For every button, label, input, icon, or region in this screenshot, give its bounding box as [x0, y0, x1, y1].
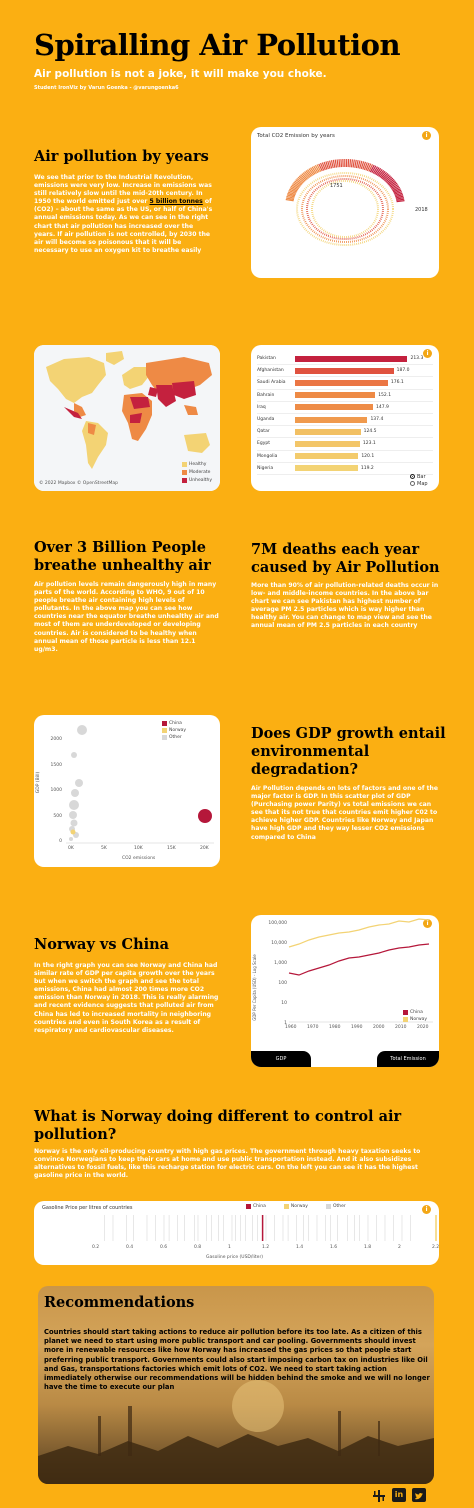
- page-subtitle: Air pollution is not a joke, it will make you choke.: [34, 68, 327, 80]
- spiral-mark: [351, 159, 352, 167]
- legend-label: China: [410, 1010, 423, 1015]
- x-tick: 1.8: [364, 1245, 372, 1250]
- legend-label: Other: [332, 1204, 346, 1209]
- bar[interactable]: [295, 356, 407, 362]
- x-tick: 15K: [167, 846, 176, 851]
- spiral-mark: [335, 160, 336, 168]
- legend-item: [403, 1009, 427, 1016]
- x-axis-label: Gasoline price (USD/liter): [206, 1255, 264, 1260]
- gdp-co2-scatter[interactable]: [34, 715, 220, 867]
- section-text-norway-china: In the right graph you can see Norway and China had similar rate of GDP per capita growth over the years but when we switch the graph and see the total emissions, China had almost 200 times more CO2 emission than Norway in 2018. This is really alarming and recent evidence suggests that polluted air from China has led to increased mortality in neighboring countries and even in South Korea as a result of respiratory and cardiovascular diseases.: [34, 962, 219, 1034]
- tab-label: Total Emission: [390, 1056, 426, 1062]
- x-tick: 0.2: [92, 1245, 100, 1250]
- recommendations-text: Countries should start taking actions to reduce air pollution before its too late. As a citizen of this planet we need to start using more public transport and car pooling. Governments should invest more in renewable resources like how Norway has increased the gas prices so that people start preferring public transport. Governments could also start imposing carbon tax on industries like Oil and Gas, transportations factories which emit lots of CO2. We need to start taking action immediately otherwise our recommendations will be hidden behind the smoke and we will no longer have the time to execute our plan: [44, 1328, 430, 1392]
- section-text-gdp: Air Pollution depends on lots of factors and one of the major factor is GDP. In this scatter plot of GDP (Purchasing power Parity) vs total emissions we can see that its not true that countries emit higher C02 to achieve higher GDP. Countries like Norway and Japan have high GDP and they way lesser CO2 emissions compared to China: [251, 785, 439, 841]
- bar-row[interactable]: [257, 451, 433, 463]
- legend-label: Norway: [169, 728, 187, 733]
- gasoline-price-chart[interactable]: [34, 1201, 439, 1265]
- tab-label: GDP: [275, 1056, 287, 1062]
- bar-label: Uganda: [257, 417, 275, 423]
- y-tick: 10,000: [271, 941, 287, 946]
- bar-row[interactable]: [257, 414, 433, 426]
- legend-label: Norway: [410, 1017, 428, 1022]
- tab-total-emission[interactable]: [377, 1051, 439, 1067]
- x-tick: 1980: [329, 1025, 341, 1030]
- recommendations-heading: Recommendations: [44, 1294, 195, 1311]
- y-tick: 0: [59, 839, 62, 844]
- x-tick: 2000: [373, 1025, 385, 1030]
- section-heading-years: Air pollution by years: [34, 148, 209, 165]
- spiral-mark: [355, 160, 356, 168]
- legend-label: China: [169, 721, 182, 726]
- y-tick: 1,000: [274, 961, 287, 966]
- bar-value: 176.1: [390, 380, 404, 386]
- bar-row[interactable]: [257, 365, 433, 377]
- pm25-bar-chart[interactable]: [251, 345, 439, 491]
- footer-icons: [372, 1488, 426, 1502]
- toggle-label: Bar: [417, 473, 426, 480]
- bar-row[interactable]: [257, 463, 433, 475]
- y-tick: 2000: [50, 737, 62, 742]
- legend-swatch: [182, 462, 187, 467]
- section-text-years: We see that prior to the Industrial Revolution, emissions were very low. Increase in emissions was still relatively slow until the mid-20th century. In 1950 the world emitted just over 5 billion tonnes of (CO2) – about the same as the US, or half of China's annual emissions today. As we can see in the right chart that air pollution has increased over the years. If air pollution is not controlled, by 2030 the air will become so poisonous that it will be necessary to use an oxygen kit to breathe easily: [34, 174, 213, 254]
- recommendations-panel: [38, 1286, 434, 1484]
- legend-item: [182, 460, 212, 468]
- bar-label: Egypt: [257, 441, 270, 447]
- x-tick: 10K: [134, 846, 143, 851]
- x-tick: 1: [228, 1245, 231, 1250]
- y-tick: 500: [53, 813, 62, 819]
- page-title: Spiralling Air Pollution: [34, 28, 401, 62]
- legend-swatch: [403, 1017, 408, 1022]
- spiral-mark: [333, 160, 335, 168]
- bar[interactable]: [295, 441, 360, 447]
- bar-value: 120.1: [361, 453, 375, 459]
- x-tick: 1.6: [330, 1245, 338, 1250]
- spiral-mark: [341, 159, 342, 167]
- bar-row[interactable]: [257, 353, 433, 365]
- y-tick: 1000: [50, 788, 62, 793]
- bar-row[interactable]: [257, 390, 433, 402]
- section-heading-norway-china: Norway vs China: [34, 936, 170, 953]
- legend-swatch: [182, 478, 187, 483]
- bar-label: Pakistan: [257, 356, 276, 362]
- bar-row[interactable]: [257, 438, 433, 450]
- spiral-mark: [339, 159, 340, 167]
- legend-label: Other: [169, 735, 182, 740]
- info-icon[interactable]: i: [423, 919, 432, 928]
- bar[interactable]: [295, 465, 358, 471]
- radio-icon[interactable]: [410, 481, 415, 486]
- map-legend: [182, 460, 212, 484]
- chart-title: Gasoline Price per litres of countries: [42, 1205, 133, 1211]
- toggle-bar[interactable]: [410, 473, 428, 480]
- co2-spiral-chart[interactable]: [251, 127, 439, 278]
- spiral-label-end: 2018: [415, 207, 428, 213]
- bar[interactable]: [295, 392, 375, 398]
- spiral-ring: [302, 176, 388, 242]
- spiral-mark: [350, 159, 351, 167]
- scatter-plot[interactable]: [34, 715, 220, 867]
- section-text-norway-different: Norway is the only oil-producing country with high gas prices. The government through heavy taxation seeks to convince Norwegians to keep their cars at home and use public transportation instead. And it also subsidizes alternatives to fossil fuels, like this recharge station for electric cars. On the left you can see it has the highest gasoline price in the world.: [34, 1148, 421, 1180]
- x-tick: 0.6: [160, 1245, 168, 1250]
- x-tick: 0.8: [194, 1245, 202, 1250]
- x-tick: 5K: [101, 846, 107, 851]
- section-heading-deaths: 7M deaths each year caused by Air Pollution: [251, 541, 440, 576]
- spiral-label-start: 1751: [330, 183, 343, 189]
- bar-value: 124.5: [363, 429, 377, 435]
- bar-value: 147.9: [375, 404, 389, 410]
- bar[interactable]: [295, 404, 373, 410]
- bar[interactable]: [295, 453, 358, 459]
- x-tick: 1970: [307, 1025, 319, 1030]
- line-legend: [403, 1009, 427, 1023]
- bar-value: 213.3: [410, 356, 424, 362]
- legend-item: [182, 468, 212, 476]
- info-icon[interactable]: i: [422, 1205, 431, 1214]
- y-tick: 100: [278, 981, 287, 986]
- twitter-icon[interactable]: [412, 1488, 426, 1502]
- x-tick: 20K: [200, 846, 209, 851]
- toggle-label: Map: [417, 480, 428, 487]
- bar-row[interactable]: [257, 426, 433, 438]
- bar-value: 137.4: [370, 417, 384, 423]
- x-tick: 0.4: [126, 1245, 134, 1250]
- x-tick: 2020: [417, 1025, 429, 1030]
- bar-label: Nigeria: [257, 465, 274, 471]
- legend-item: [403, 1016, 427, 1023]
- x-tick: 1.4: [296, 1245, 304, 1250]
- bar[interactable]: [295, 429, 361, 435]
- legend-label: Unhealthy: [189, 477, 213, 483]
- legend-label: Norway: [290, 1204, 308, 1209]
- section-heading-norway-different: What is Norway doing different to control air pollution?: [34, 1108, 402, 1143]
- legend-item: [182, 476, 212, 484]
- spiral-mark: [353, 160, 354, 168]
- legend-swatch: [403, 1010, 408, 1015]
- section-heading-gdp: Does GDP growth entail environmental degradation?: [251, 725, 446, 778]
- info-icon[interactable]: i: [423, 349, 432, 358]
- bar-value: 119.2: [360, 465, 374, 471]
- section-text-billion: Air pollution levels remain dangerously high in many parts of the world. According to WHO, 9 out of 10 people breathe air containing high levels of pollutants. In the above map you can see how countries near the equator breathe unhealthy air and most of them are underdeveloped or developing countries. Air is considered to be healthy when annual mean of those particle is less than 12.1 ug/m3.: [34, 581, 219, 653]
- section-text-deaths: More than 90% of air pollution-related deaths occur in low- and middle-income countries. In the above bar chart we can see Pakistan has highest number of average PM 2.5 particles which is way higher than healthy air. You can change to map view and see the annual mean of PM 2.5 particles in each country: [251, 582, 439, 630]
- x-tick: 1990: [351, 1025, 363, 1030]
- world-map-card[interactable]: [34, 345, 220, 491]
- line-plot[interactable]: [251, 915, 439, 1067]
- spiral-ring: [307, 179, 383, 239]
- x-tick: 0K: [68, 846, 74, 851]
- author-credit: Student IronViz by Varun Goenka - @varungoenka6: [34, 85, 179, 91]
- bar-value: 152.1: [378, 392, 392, 398]
- y-axis-label: GDP (Bill): [36, 771, 42, 794]
- legend-label: Moderate: [189, 469, 211, 475]
- bar-list: [257, 353, 433, 475]
- bar-value: 187.0: [396, 368, 410, 374]
- gdp-line-chart[interactable]: [251, 915, 439, 1067]
- legend-label: China: [253, 1204, 266, 1209]
- bar-label: Saudi Arabia: [257, 380, 286, 386]
- y-tick: 1500: [50, 762, 62, 768]
- spiral-svg: [251, 127, 439, 278]
- bar-label: Afghanistan: [257, 368, 284, 374]
- y-tick: 1: [284, 1021, 287, 1026]
- x-axis-label: CO2 emissions: [122, 856, 156, 861]
- bar-label: Iraq: [257, 404, 266, 410]
- bar-label: Qatar: [257, 429, 270, 435]
- view-toggle[interactable]: [410, 473, 428, 487]
- y-axis-label: GDP Per Capita (USD) - Log Scale: [251, 954, 257, 1021]
- map-copyright: © 2022 Mapbox © OpenStreetMap: [39, 481, 118, 486]
- bar-label: Bahrain: [257, 392, 275, 398]
- x-tick: 1.2: [262, 1245, 270, 1250]
- bar-row[interactable]: [257, 377, 433, 389]
- bar[interactable]: [295, 417, 367, 423]
- x-tick: 2.2: [432, 1245, 439, 1250]
- section-heading-billion: Over 3 Billion People breathe unhealthy air: [34, 539, 211, 574]
- y-tick: 10: [281, 1001, 287, 1006]
- bar-value: 123.1: [362, 441, 376, 447]
- toggle-map[interactable]: [410, 480, 428, 487]
- y-tick: 100,000: [268, 921, 287, 926]
- linkedin-icon[interactable]: in: [392, 1488, 406, 1502]
- bar[interactable]: [295, 380, 388, 386]
- spiral-ring: [312, 181, 378, 237]
- x-tick: 2: [398, 1245, 401, 1250]
- bar[interactable]: [295, 368, 394, 374]
- tab-gdp[interactable]: [251, 1051, 311, 1067]
- chart-title: Total CO2 Emission by years: [257, 133, 335, 139]
- radio-selected-icon[interactable]: [410, 474, 415, 479]
- info-icon[interactable]: i: [422, 131, 431, 140]
- x-tick: 1960: [285, 1025, 297, 1030]
- bar-label: Mongolia: [257, 453, 278, 459]
- bar-row[interactable]: [257, 402, 433, 414]
- legend-swatch: [182, 470, 187, 475]
- spiral-mark: [337, 159, 338, 167]
- legend-label: Healthy: [189, 461, 207, 467]
- tableau-icon[interactable]: [372, 1488, 386, 1502]
- x-tick: 2010: [395, 1025, 407, 1030]
